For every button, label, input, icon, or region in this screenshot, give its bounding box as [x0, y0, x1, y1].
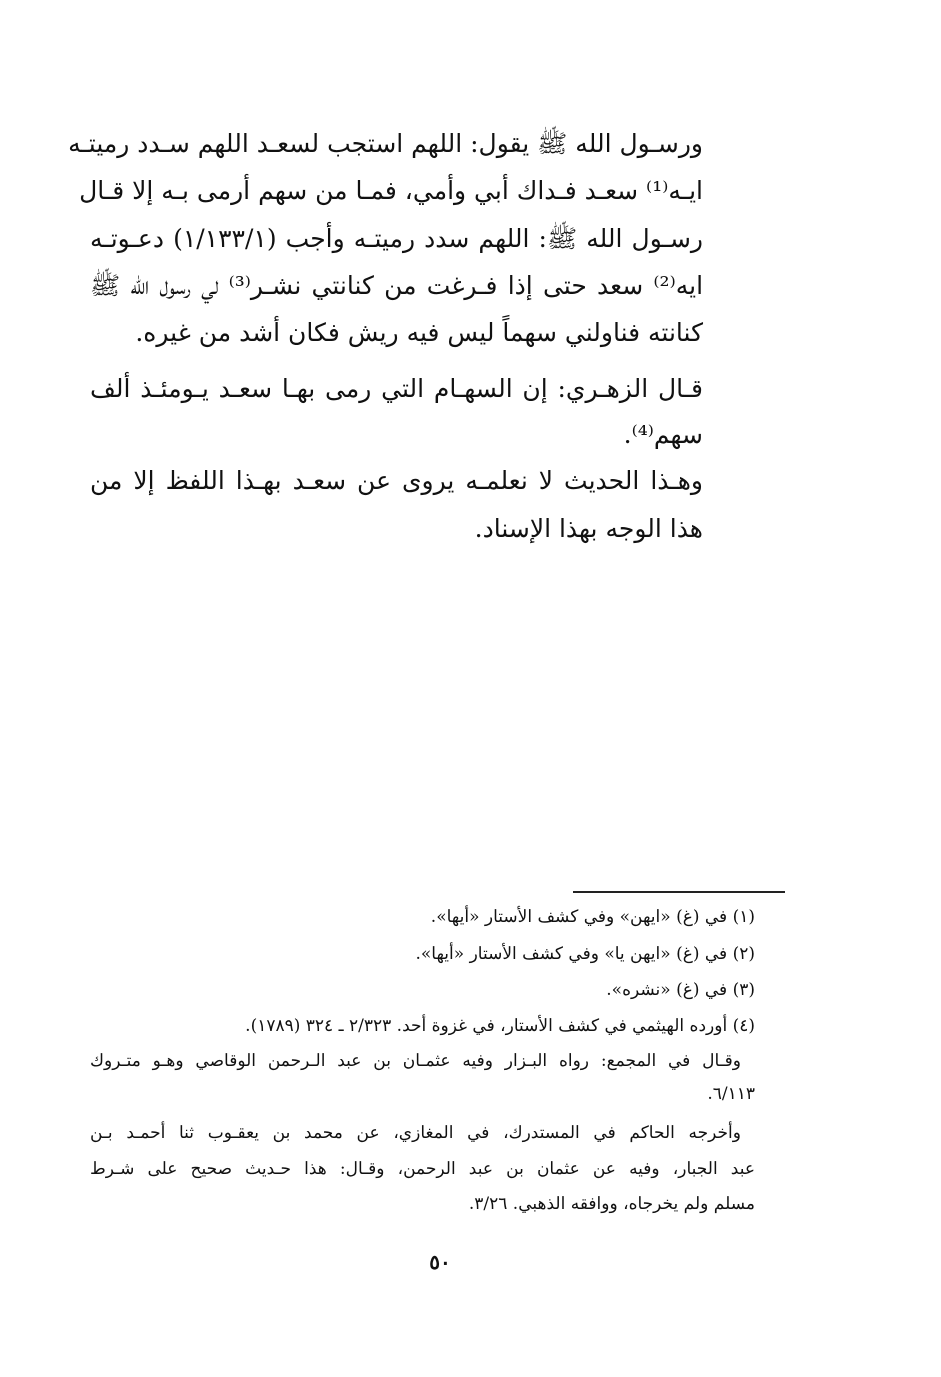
body-line: رسـول الله ﷺ: اللهم سدد رميتـه وأجب (١/١٣٣/١) دعـوتـه [90, 224, 703, 253]
footnote: (١) في (غ) «ايهن» وفي كشف الأستار «أيها». [430, 907, 755, 927]
body-line: هذا الوجه بهذا الإسناد. [474, 514, 703, 543]
footnote-continuation: عبد الجبار، وفيه عن عثمان بن عبد الرحمن، وقـال: هذا حـديث صحيح على شـرط [90, 1159, 755, 1179]
page-number: ٥٠ [429, 1250, 451, 1274]
footnote-continuation: وأخرجه الحاكم في المستدرك، في المغازي، عن محمد بن يعقـوب ثنا أحمـد بـن [90, 1123, 741, 1143]
body-line: ايـه⁽¹⁾ سعـد فـداك أبي وأمي، فمـا من سهم أرمى بـه إلا قـال [79, 176, 703, 205]
body-line: وهـذا الحديث لا نعلمـه يروى عن سعـد بهـذا اللفظ إلا من [90, 466, 703, 495]
body-line: ورسـول الله ﷺ يقول: اللهم استجب لسعـد اللهم سـدد رميتـه [68, 129, 703, 158]
footnote-separator [573, 891, 785, 893]
body-line: سهم⁽⁴⁾. [623, 420, 703, 449]
body-line: قـال الزهـري: إن السهـام التي رمى بهـا سعـد يـومئـذ ألف [90, 374, 704, 403]
footnote-continuation: ٦/١١٣. [707, 1084, 755, 1104]
body-line: كنانته فناولني سهماً ليس فيه ريش فكان أشد من غيره. [135, 318, 703, 347]
footnote-continuation: وقـال في المجمع: رواه البـزار وفيه عثمـان بن عبد الـرحمن الوقاصي وهـو متـروك [90, 1051, 741, 1071]
footnote: (٢) في (غ) «ايهن يا» وفي كشف الأستار «أيها». [415, 944, 755, 964]
footnote-continuation: مسلم ولم يخرجاه، ووافقه الذهبي. ٣/٢٦. [468, 1194, 755, 1214]
body-line: ايه⁽²⁾ سعد حتى إذا فـرغت من كنانتي نشـر⁽³⁾ لي رسول الله ﷺ [90, 271, 704, 300]
footnote: (٣) في (غ) «نشره». [606, 980, 755, 1000]
footnote: (٤) أورده الهيثمي في كشف الأستار، في غزوة أحد. ٢/٣٢٣ ـ ٣٢٤ (١٧٨٩). [245, 1016, 755, 1036]
